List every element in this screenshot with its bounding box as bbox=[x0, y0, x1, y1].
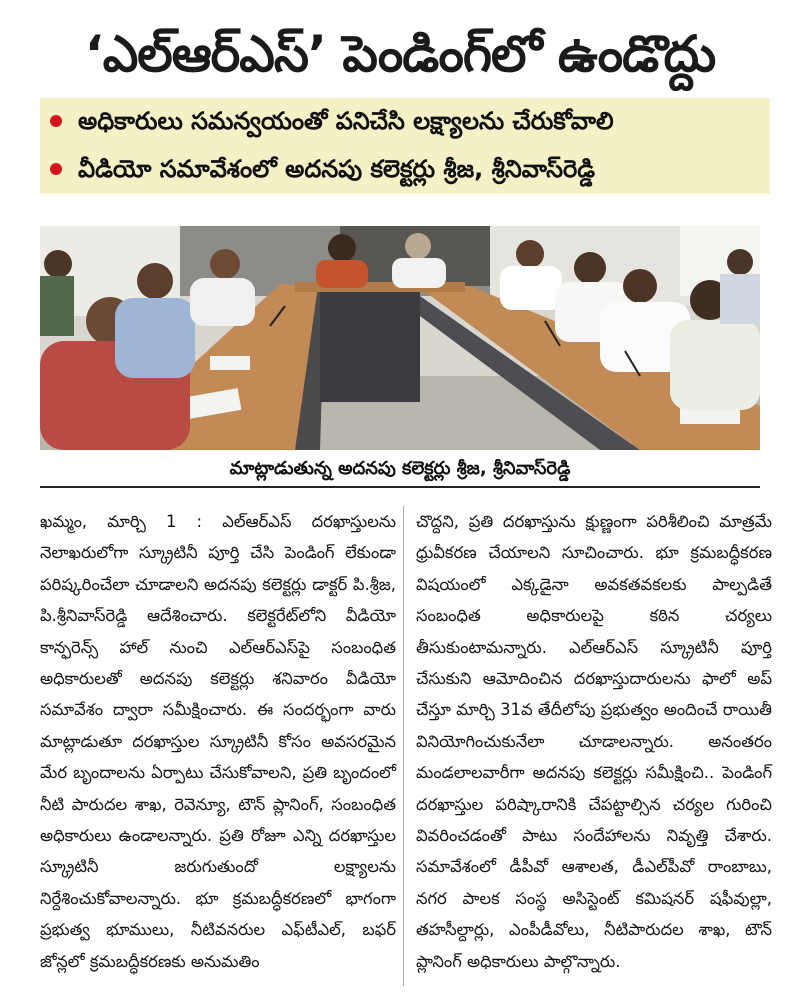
bullet-icon bbox=[50, 115, 62, 127]
subhead-1-text: అధికారులు సమన్వయంతో పనిచేసి లక్ష్యాలను చేరుకోవాలి bbox=[78, 107, 614, 135]
column-divider bbox=[403, 506, 404, 986]
photo-caption: మాట్లాడుతున్న అదనపు కలెక్టర్లు శ్రీజ, శ్రీనివాస్‌రెడ్డి bbox=[40, 452, 760, 488]
subhead-1 bbox=[40, 98, 614, 144]
subhead-2-text: వీడియో సమావేశంలో అదనపు కలెక్టర్లు శ్రీజ, శ్రీనివాస్‌రెడ్డి bbox=[78, 155, 595, 183]
subhead-2 bbox=[40, 146, 595, 192]
meeting-photo bbox=[40, 226, 760, 450]
bullet-icon bbox=[50, 163, 62, 175]
article-column-left: ఖమ్మం, మార్చి 1 : ఎల్‌ఆర్‌ఎస్ దరఖాస్తులను నెలాఖరులోగా స్క్రూటినీ పూర్తి చేసి పెండింగ్ లేకుండా పరిష్కరించేలా చూడాలని అదనపు కలెక్టర్లు డాక్టర్ పి.శ్రీజ, పి.శ్రీనివాస్‌రెడ్డి ఆదేశించారు. కలెక్టరేట్‌లోని వీడియో కాన్ఫరెన్స్ హాల్ నుంచి ఎల్ఆర్ఎస్‌పై సంబంధిత అధికారులతో అదనపు కలెక్టర్లు శనివారం వీడియో సమావేశం ద్వారా సమీక్షించారు. ఈ సందర్భంగా వారు మాట్లాడుతూ దరఖాస్తుల స్క్రూటినీ కోసం అవసరమైన మేర బృందాలను ఏర్పాటు చేసుకోవాలని, ప్రతి బృందంలో నీటి పారుదల శాఖ, రెవెన్యూ, టౌన్ ప్లానింగ్, సంబంధిత అధికారులు ఉండాలన్నారు. ప్రతి రోజూ ఎన్ని దరఖాస్తుల స్క్రూటినీ జరుగుతుందో లక్ష్యాలను నిర్దేశించుకోవాలన్నారు. భూ క్రమబద్ధీకరణలో భాగంగా ప్రభుత్వ భూములు, నీటివనరుల ఎఫ్‌టీఎల్, బఫర్ జోన్లలో క్రమబద్ధీకరణకు అనుమతిం bbox=[40, 512, 396, 971]
subheads-box bbox=[40, 98, 770, 194]
article-column-right: చొద్దని, ప్రతి దరఖాస్తును క్షుణ్ణంగా పరిశీలించి మాత్రమే ధ్రువీకరణ చేయాలని సూచించారు. భూ క్రమబద్ధీకరణ విషయంలో ఎక్కడైనా అవకతవకలకు పాల్పడితే సంబంధిత అధికారులపై కఠిన చర్యలు తీసుకుంటామన్నారు. ఎల్‌ఆర్‌ఎస్ స్క్రూటినీ పూర్తి చేసుకుని ఆమోదించిన దరఖాస్తుదారులను ఫాలో అప్ చేస్తూ మార్చి 31వ తేదీలోపు ప్రభుత్వం అందించే రాయితీ వినియోగించుకునేలా చూడాలన్నారు. అనంతరం మండలాలవారీగా అదనపు కలెక్టర్లు సమీక్షించి.. పెండింగ్ దరఖాస్తుల పరిష్కారానికి చేపట్టాల్సిన చర్యల గురించి వివరించడంతో పాటు సందేహాలను నివృత్తి చేశారు. సమావేశంలో డీపీవో ఆశాలత, డీఎల్‌పీవో రాంబాబు, నగర పాలక సంస్థ అసిస్టెంట్ కమిషనర్ షఫీవుల్లా, తహసీల్దార్లు, ఎంపీడీవోలు, నీటిపారుదల శాఖ, టౌన్ ప్లానింగ్ అధికారులు పాల్గొన్నారు. bbox=[416, 512, 772, 971]
headline: ‘ఎల్ఆర్ఎస్’ పెండింగ్‌లో ఉండొద్దు bbox=[84, 25, 716, 83]
meeting-photo-illustration bbox=[40, 226, 760, 450]
